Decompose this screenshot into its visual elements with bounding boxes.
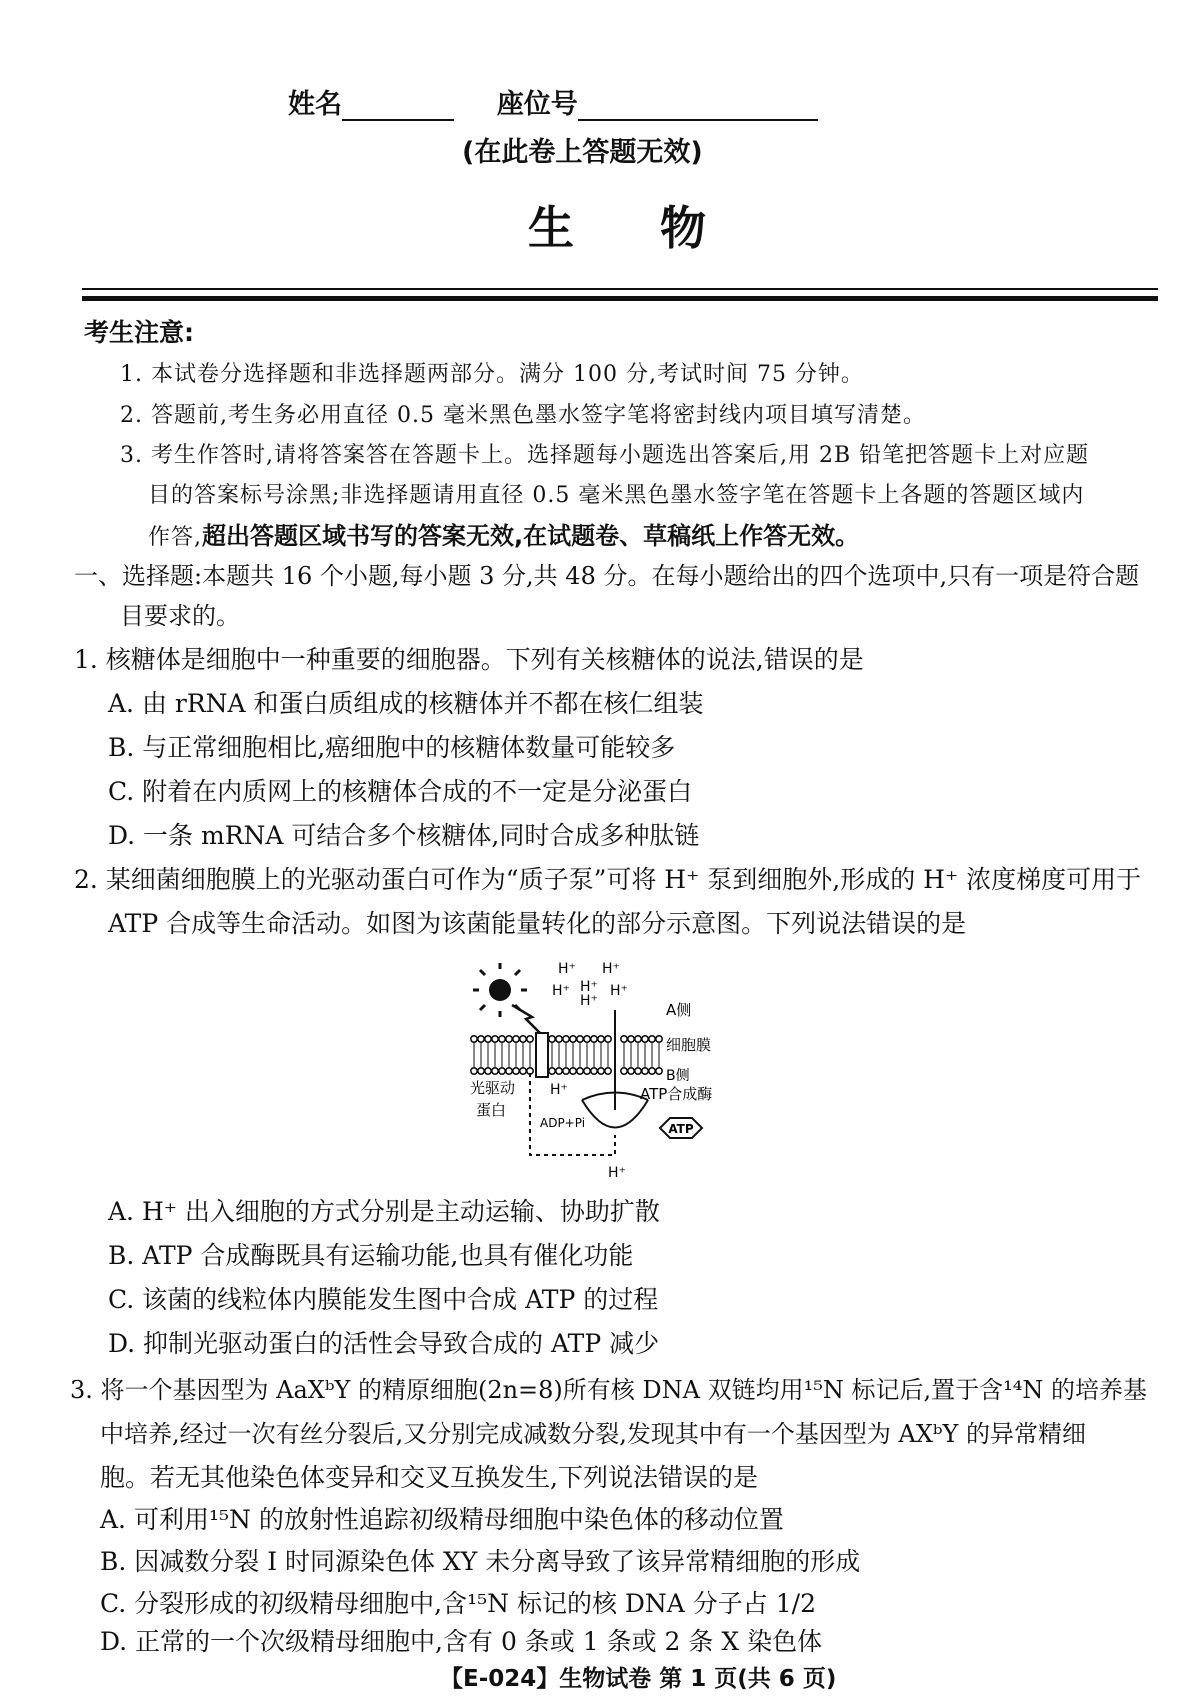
question-3-option-a: A. 可利用¹⁵N 的放射性追踪初级精母细胞中染色体的移动位置 [100,1505,784,1534]
name-label: 姓名 [288,89,342,120]
cell-membrane [471,1036,662,1074]
notice-item-3-line-3 [148,516,859,551]
question-1-option-c: C. 附着在内质网上的核糖体合成的不一定是分泌蛋白 [108,777,693,806]
light-arrow-icon [512,1005,540,1033]
notice-item-3-line-1: 3. 考生作答时,请将答案答在答题卡上。选择题每小题选出答案后,用 2B 铅笔把答题卡上对应题 [120,443,1090,468]
notice-item-3-emphasis: 超出答题区域书写的答案无效,在试题卷、草稿纸上作答无效。 [202,522,860,550]
page-footer: 【E-024】生物试卷 第 1 页(共 6 页) [440,1666,837,1692]
question-2-option-d: D. 抑制光驱动蛋白的活性会导致合成的 ATP 减少 [108,1329,660,1358]
section-1-instructions-line-2: 目要求的。 [120,602,240,630]
question-1-option-a: A. 由 rRNA 和蛋白质组成的核糖体并不都在核仁组装 [108,689,704,718]
question-3-option-b: B. 因减数分裂 I 时同源染色体 XY 未分离导致了该异常精细胞的形成 [100,1547,861,1576]
question-1-option-d: D. 一条 mRNA 可结合多个核糖体,同时合成多种肽链 [108,821,700,850]
side-a-label: A侧 [666,1001,692,1019]
question-2-option-a: A. H⁺ 出入细胞的方式分别是主动运输、协助扩散 [108,1197,660,1226]
question-1-stem: 1. 核糖体是细胞中一种重要的细胞器。下列有关核糖体的说法,错误的是 [74,645,864,674]
question-3-stem-line-2: 中培养,经过一次有丝分裂后,又分别完成减数分裂,发现其中有一个基因型为 AXᵇY 的异常精细 [100,1420,1087,1448]
question-2-option-c: C. 该菌的线粒体内膜能发生图中合成 ATP 的过程 [108,1285,659,1314]
proton-return-path [530,1073,615,1155]
header-rule-thick [82,296,1158,301]
atp-icon [660,1118,702,1138]
h-plus-label: H⁺ [602,961,620,977]
question-3-stem-line-1: 3. 将一个基因型为 AaXᵇY 的精原细胞(2n=8)所有核 DNA 双链均用¹⁵N 标记后,置于含¹⁴N 的培养基 [70,1376,1147,1404]
adp-pi-label: ADP+Pi [540,1116,586,1130]
question-2-stem-line-2: ATP 合成等生命活动。如图为该菌能量转化的部分示意图。下列说法错误的是 [108,909,967,938]
page-title: 生物 [528,201,792,255]
section-1-instructions-line-1: 一、选择题:本题共 16 个小题,每小题 3 分,共 48 分。在每小题给出的四个选项中,只有一项是符合题 [74,562,1140,590]
notice-item-3-line-2: 目的答案标号涂黑;非选择题请用直径 0.5 毫米黑色墨水签字笔在答题卡上各题的答题区域内 [148,483,1085,508]
question-2-option-b: B. ATP 合成酶既具有运输功能,也具有催化功能 [108,1241,634,1270]
header-rule-thin [82,288,1158,290]
light-protein-label-1: 光驱动 [470,1079,516,1097]
h-plus-label: H⁺ [580,993,598,1009]
svg-text:ATP: ATP [668,1122,694,1136]
question-1-option-b: B. 与正常细胞相比,癌细胞中的核糖体数量可能较多 [108,733,676,762]
side-b-label: B侧 [666,1068,690,1084]
h-plus-label: H⁺ [580,979,598,995]
h-plus-label: H⁺ [550,1082,568,1098]
seat-label: 座位号 [496,89,578,120]
question-3-stem-line-3: 胞。若无其他染色体变异和交叉互换发生,下列说法错误的是 [100,1463,758,1492]
name-seat-row [288,82,818,121]
proton-pump-diagram [470,955,790,1185]
atp-synthase-label: ATP合成酶 [640,1085,713,1103]
name-blank [342,93,454,121]
question-2-stem-line-1: 2. 某细菌细胞膜上的光驱动蛋白可作为“质子泵”可将 H⁺ 泵到细胞外,形成的 H⁺ 浓度梯度可用于 [74,865,1142,894]
seat-blank [578,93,818,121]
question-3-option-c: C. 分裂形成的初级精母细胞中,含¹⁵N 标记的核 DNA 分子占 1/2 [100,1589,816,1618]
h-plus-label: H⁺ [552,983,570,999]
h-plus-label: H⁺ [558,961,576,977]
h-plus-label: H⁺ [610,983,628,999]
light-driven-protein [536,1033,548,1077]
notice-item-3-line-3-a: 作答, [148,525,202,550]
light-protein-label-2: 蛋白 [476,1101,507,1119]
membrane-label: 细胞膜 [666,1036,712,1054]
question-3-option-d: D. 正常的一个次级精母细胞中,含有 0 条或 1 条或 2 条 X 染色体 [100,1627,823,1656]
notice-item-1: 1. 本试卷分选择题和非选择题两部分。满分 100 分,考试时间 75 分钟。 [120,362,864,387]
invalid-note: (在此卷上答题无效) [462,137,703,168]
notice-heading: 考生注意: [84,318,194,347]
h-plus-label: H⁺ [608,1165,626,1181]
notice-item-2: 2. 答题前,考生务必用直径 0.5 毫米黑色墨水签字笔将密封线内项目填写清楚。 [120,403,926,428]
